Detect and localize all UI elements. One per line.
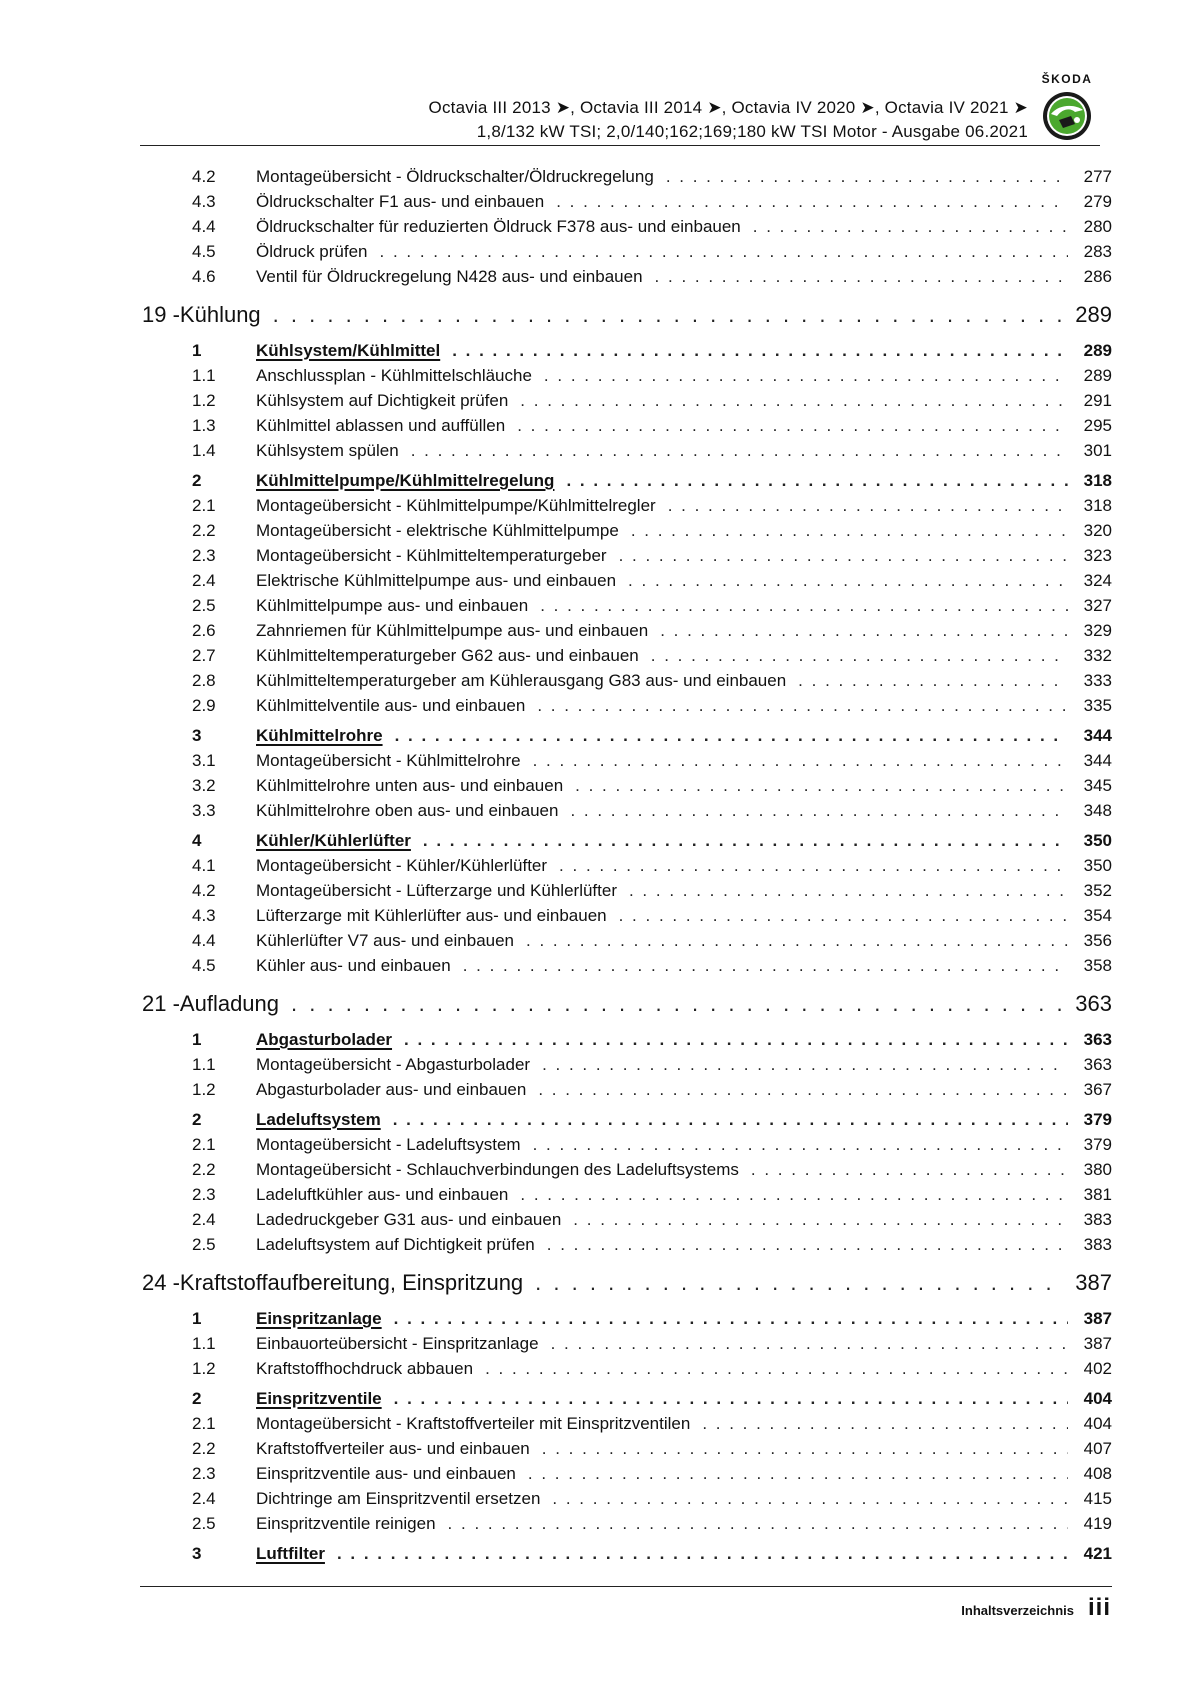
toc-section-row[interactable] [140, 1027, 1112, 1052]
toc-page-number: 352 [1083, 881, 1112, 900]
toc-number: 2.7 [192, 646, 216, 665]
toc-number: 2.3 [192, 1464, 216, 1483]
toc-page-number: 387 [1083, 1334, 1112, 1353]
toc-leader-dots [690, 1411, 1068, 1436]
toc-entry-row[interactable] [140, 1511, 1112, 1536]
toc-page-number: 407 [1083, 1439, 1112, 1458]
toc-leader-dots [521, 748, 1068, 773]
toc-number: 2.4 [192, 571, 216, 590]
toc-leader-dots [539, 1331, 1068, 1356]
toc-entry-row[interactable] [140, 1411, 1112, 1436]
toc-title: Öldruckschalter F1 aus- und einbauen [256, 192, 545, 211]
toc-leader-dots [521, 1132, 1068, 1157]
toc-number: 4.4 [192, 217, 216, 236]
toc-leader-dots [540, 1486, 1068, 1511]
toc-page-number: 291 [1083, 391, 1112, 410]
toc-page-number: 323 [1083, 546, 1112, 565]
toc-number: 2.2 [192, 521, 216, 540]
toc-title: Aufladung [179, 991, 280, 1016]
toc-page-number: 367 [1083, 1080, 1112, 1099]
toc-title: Einspritzventile reinigen [256, 1514, 436, 1533]
toc-number: 2.1 [192, 496, 216, 515]
toc-number: 4.3 [192, 192, 216, 211]
header-models: Octavia III 2013 ➤, Octavia III 2014 ➤, Octavia IV 2020 ➤, Octavia IV 2021 ➤ [428, 98, 1028, 117]
toc-leader-dots [554, 468, 1068, 493]
toc-leader-dots [558, 798, 1068, 823]
toc-number: 3.2 [192, 776, 216, 795]
toc-title: Kühlmittelpumpe aus- und einbauen [256, 596, 529, 615]
toc-title: Abgasturbolader aus- und einbauen [256, 1080, 527, 1099]
toc-page-number: 318 [1083, 471, 1112, 490]
toc-entry-row[interactable] [140, 568, 1112, 593]
toc-title: Kühlsystem auf Dichtigkeit prüfen [256, 391, 509, 410]
toc-title: Öldruckschalter für reduzierten Öldruck F378 aus- und einbauen [256, 217, 741, 236]
toc-entry-row[interactable] [140, 1232, 1112, 1257]
toc-title: Kühler/Kühlerlüfter [256, 831, 411, 850]
toc-number: 1.4 [192, 441, 216, 460]
toc-leader-dots [440, 338, 1068, 363]
toc-page-number: 380 [1083, 1160, 1112, 1179]
toc-title: Einspritzventile aus- und einbauen [256, 1464, 516, 1483]
toc-leader-dots [508, 388, 1068, 413]
toc-number: 2 [192, 471, 202, 490]
toc-leader-dots [741, 214, 1068, 239]
toc-number: 2 [192, 1389, 202, 1408]
toc-leader-dots [436, 1511, 1068, 1536]
toc-title: Kühlmittelventile aus- und einbauen [256, 696, 526, 715]
toc-leader-dots [261, 297, 1062, 333]
toc-page-number: 301 [1083, 441, 1112, 460]
toc-entry-row[interactable] [140, 928, 1112, 953]
toc-leader-dots [739, 1157, 1068, 1182]
toc-section-row[interactable] [140, 1541, 1112, 1566]
toc-leader-dots [607, 543, 1068, 568]
toc-leader-dots [505, 413, 1068, 438]
toc-title: Ladeluftsystem [256, 1110, 381, 1129]
toc-page-number: 350 [1083, 856, 1112, 875]
toc-number: 2.9 [192, 696, 216, 715]
toc-title: Kühlmittelrohre unten aus- und einbauen [256, 776, 564, 795]
toc-number: 1.3 [192, 416, 216, 435]
toc-page-number: 333 [1083, 671, 1112, 690]
toc-number: 2.5 [192, 1235, 216, 1254]
toc-number: 2.3 [192, 546, 216, 565]
toc-title: Kühlmitteltemperaturgeber am Kühlerausgang G83 aus- und einbauen [256, 671, 787, 690]
header-titles [429, 96, 1028, 144]
toc-entry-row[interactable] [140, 1077, 1112, 1102]
toc-title: Kühlsystem spülen [256, 441, 399, 460]
toc-number: 3 [192, 726, 202, 745]
toc-section-row[interactable] [140, 468, 1112, 493]
toc-leader-dots [656, 493, 1068, 518]
toc-entry-row[interactable] [140, 518, 1112, 543]
toc-title: Lüfterzarge mit Kühlerlüfter aus- und einbauen [256, 906, 607, 925]
toc-number: 1.1 [192, 1334, 216, 1353]
toc-number: 1 [192, 1309, 202, 1328]
toc-leader-dots [514, 928, 1068, 953]
toc-leader-dots [648, 618, 1068, 643]
toc-page-number: 289 [1083, 366, 1112, 385]
toc-chapter-row[interactable] [140, 986, 1112, 1022]
toc-title: Luftfilter [256, 1544, 325, 1563]
toc-leader-dots [530, 1052, 1068, 1077]
toc-section-row[interactable] [140, 1386, 1112, 1411]
toc-number: 1.2 [192, 1359, 216, 1378]
header-rule [140, 145, 1100, 146]
toc-leader-dots [617, 878, 1068, 903]
toc-leader-dots [325, 1541, 1068, 1566]
toc-leader-dots [411, 828, 1068, 853]
toc-number: 2.8 [192, 671, 216, 690]
toc-entry-row[interactable] [140, 264, 1112, 289]
toc-number: 3.3 [192, 801, 216, 820]
toc-leader-dots [528, 593, 1068, 618]
toc-title: Kraftstoffaufbereitung, Einspritzung [179, 1270, 524, 1295]
toc-entry-row[interactable] [140, 1436, 1112, 1461]
toc-leader-dots [392, 1027, 1068, 1052]
toc-number: 1 [192, 341, 202, 360]
toc-entry-row[interactable] [140, 668, 1112, 693]
toc-page-number: 350 [1083, 831, 1112, 850]
toc-leader-dots [516, 1461, 1068, 1486]
toc-title: Kühlerlüfter V7 aus- und einbauen [256, 931, 515, 950]
toc-page-number: 335 [1083, 696, 1112, 715]
toc-chapter-row[interactable] [140, 1265, 1112, 1301]
toc-number: 1 [192, 1030, 202, 1049]
toc-page-number: 379 [1083, 1110, 1112, 1129]
toc-title: Kühlmittel ablassen und auffüllen [256, 416, 506, 435]
toc-page-number: 320 [1083, 521, 1112, 540]
toc-page-number: 379 [1083, 1135, 1112, 1154]
toc-section-row[interactable] [140, 723, 1112, 748]
toc-entry-row[interactable] [140, 1486, 1112, 1511]
toc-entry-row[interactable] [140, 239, 1112, 264]
toc-entry-row[interactable] [140, 1356, 1112, 1381]
toc-chapter-number: 21 - [142, 991, 180, 1016]
toc-title: Montageübersicht - Ladeluftsystem [256, 1135, 521, 1154]
toc-page-number: 363 [1083, 1030, 1112, 1049]
toc-leader-dots [383, 723, 1068, 748]
toc-entry-row[interactable] [140, 1331, 1112, 1356]
toc-number: 2.1 [192, 1135, 216, 1154]
toc-title: Montageübersicht - Kühler/Kühlerlüfter [256, 856, 548, 875]
toc-leader-dots [382, 1306, 1068, 1331]
toc-entry-row[interactable] [140, 643, 1112, 668]
toc-page-number: 289 [1083, 341, 1112, 360]
toc-page-number: 344 [1083, 726, 1112, 745]
toc-entry-row[interactable] [140, 543, 1112, 568]
toc-section-row[interactable] [140, 828, 1112, 853]
toc-page-number: 344 [1083, 751, 1112, 770]
toc-number: 1.2 [192, 391, 216, 410]
toc-title: Dichtringe am Einspritzventil ersetzen [256, 1489, 541, 1508]
toc-title: Montageübersicht - Kühlmitteltemperaturgeber [256, 546, 607, 565]
toc-leader-dots [399, 438, 1068, 463]
toc-page-number: 289 [1075, 302, 1112, 327]
toc-entry-row[interactable] [140, 1207, 1112, 1232]
footer-section-label: Inhaltsverzeichnis [961, 1603, 1074, 1618]
toc-title: Montageübersicht - Lüfterzarge und Kühlerlüfter [256, 881, 617, 900]
toc-page-number: 383 [1083, 1235, 1112, 1254]
toc-page-number: 345 [1083, 776, 1112, 795]
toc-leader-dots [381, 1107, 1068, 1132]
toc-number: 1.1 [192, 366, 216, 385]
toc-number: 4.4 [192, 931, 216, 950]
toc-number: 3 [192, 1544, 202, 1563]
toc-title: Anschlussplan - Kühlmittelschläuche [256, 366, 532, 385]
toc-page-number: 332 [1083, 646, 1112, 665]
toc-leader-dots [544, 189, 1068, 214]
page-header [140, 60, 1100, 144]
toc-leader-dots [643, 264, 1068, 289]
toc-title: Einspritzanlage [256, 1309, 382, 1328]
toc-leader-dots [279, 986, 1062, 1022]
toc-entry-row[interactable] [140, 1132, 1112, 1157]
toc-page-number: 381 [1083, 1185, 1112, 1204]
toc-entry-row[interactable] [140, 493, 1112, 518]
toc-title: Montageübersicht - Kühlmittelrohre [256, 751, 521, 770]
toc-page-number: 419 [1083, 1514, 1112, 1533]
toc-leader-dots [530, 1436, 1068, 1461]
toc-title: Elektrische Kühlmittelpumpe aus- und einbauen [256, 571, 617, 590]
toc-leader-dots [532, 363, 1068, 388]
toc-title: Einbauorteübersicht - Einspritzanlage [256, 1334, 539, 1353]
table-of-contents [140, 164, 1112, 1566]
toc-page-number: 387 [1075, 1270, 1112, 1295]
skoda-logo [1034, 72, 1100, 142]
toc-title: Kühlmitteltemperaturgeber G62 aus- und einbauen [256, 646, 639, 665]
toc-chapter-number: 19 - [142, 302, 180, 327]
toc-leader-dots [547, 853, 1068, 878]
toc-title: Zahnriemen für Kühlmittelpumpe aus- und einbauen [256, 621, 649, 640]
toc-page-number: 324 [1083, 571, 1112, 590]
toc-page-number: 408 [1083, 1464, 1112, 1483]
toc-page-number: 286 [1083, 267, 1112, 286]
toc-page-number: 421 [1083, 1544, 1112, 1563]
toc-page-number: 354 [1083, 906, 1112, 925]
toc-number: 4.2 [192, 167, 216, 186]
toc-number: 1.1 [192, 1055, 216, 1074]
toc-title: Kühler aus- und einbauen [256, 956, 451, 975]
toc-leader-dots [382, 1386, 1068, 1411]
toc-number: 2.3 [192, 1185, 216, 1204]
toc-number: 2.2 [192, 1439, 216, 1458]
page-footer [961, 1594, 1111, 1622]
toc-title: Kühlmittelrohre oben aus- und einbauen [256, 801, 559, 820]
toc-title: Kühlsystem/Kühlmittel [256, 341, 441, 360]
toc-entry-row[interactable] [140, 773, 1112, 798]
toc-number: 4.6 [192, 267, 216, 286]
toc-number: 1.2 [192, 1080, 216, 1099]
toc-leader-dots [525, 693, 1068, 718]
toc-page-number: 383 [1083, 1210, 1112, 1229]
toc-page-number: 363 [1083, 1055, 1112, 1074]
toc-page-number: 358 [1083, 956, 1112, 975]
skoda-wordmark: ŠKODA [1041, 72, 1093, 86]
toc-number: 4.5 [192, 242, 216, 261]
toc-leader-dots [535, 1232, 1068, 1257]
toc-page-number: 404 [1083, 1389, 1112, 1408]
toc-page-number: 277 [1083, 167, 1112, 186]
toc-page-number: 295 [1083, 416, 1112, 435]
toc-page-number: 280 [1083, 217, 1112, 236]
toc-title: Montageübersicht - Schlauchverbindungen des Ladeluftsystems [256, 1160, 739, 1179]
toc-entry-row[interactable] [140, 748, 1112, 773]
toc-leader-dots [451, 953, 1068, 978]
toc-entry-row[interactable] [140, 798, 1112, 823]
skoda-emblem-icon [1041, 90, 1093, 142]
toc-title: Kühlmittelpumpe/Kühlmittelregelung [256, 471, 555, 490]
toc-title: Einspritzventile [256, 1389, 382, 1408]
toc-entry-row[interactable] [140, 878, 1112, 903]
toc-title: Abgasturbolader [256, 1030, 393, 1049]
toc-title: Montageübersicht - Öldruckschalter/Öldruckregelung [256, 167, 654, 186]
toc-number: 4.5 [192, 956, 216, 975]
toc-page-number: 348 [1083, 801, 1112, 820]
toc-title: Kühlung [179, 302, 261, 327]
toc-entry-row[interactable] [140, 853, 1112, 878]
toc-entry-row[interactable] [140, 903, 1112, 928]
toc-number: 2.1 [192, 1414, 216, 1433]
toc-section-row[interactable] [140, 338, 1112, 363]
toc-number: 4.1 [192, 856, 216, 875]
toc-entry-row[interactable] [140, 618, 1112, 643]
toc-number: 2.4 [192, 1489, 216, 1508]
toc-entry-row[interactable] [140, 1157, 1112, 1182]
toc-page-number: 356 [1083, 931, 1112, 950]
toc-leader-dots [508, 1182, 1068, 1207]
toc-entry-row[interactable] [140, 1182, 1112, 1207]
toc-page-number: 283 [1083, 242, 1112, 261]
toc-chapter-number: 24 - [142, 1270, 180, 1295]
toc-number: 4.2 [192, 881, 216, 900]
toc-page-number: 415 [1083, 1489, 1112, 1508]
toc-leader-dots [473, 1356, 1068, 1381]
toc-page-number: 318 [1083, 496, 1112, 515]
toc-entry-row[interactable] [140, 1052, 1112, 1077]
toc-entry-row[interactable] [140, 388, 1112, 413]
toc-number: 2.6 [192, 621, 216, 640]
toc-page-number: 402 [1083, 1359, 1112, 1378]
toc-page-number: 387 [1083, 1309, 1112, 1328]
toc-title: Ladeluftkühler aus- und einbauen [256, 1185, 509, 1204]
toc-page-number: 279 [1083, 192, 1112, 211]
toc-title: Öldruck prüfen [256, 242, 368, 261]
toc-entry-row[interactable] [140, 413, 1112, 438]
toc-title: Ladeluftsystem auf Dichtigkeit prüfen [256, 1235, 535, 1254]
toc-title: Montageübersicht - elektrische Kühlmittelpumpe [256, 521, 619, 540]
toc-leader-dots [523, 1265, 1062, 1301]
toc-number: 2 [192, 1110, 202, 1129]
toc-title: Montageübersicht - Kühlmittelpumpe/Kühlmittelregler [256, 496, 656, 515]
toc-title: Montageübersicht - Kraftstoffverteiler mit Einspritzventilen [256, 1414, 691, 1433]
toc-page-number: 329 [1083, 621, 1112, 640]
header-engine-edition: 1,8/132 kW TSI; 2,0/140;162;169;180 kW TSI Motor - Ausgabe 06.2021 [476, 122, 1028, 141]
toc-leader-dots [526, 1077, 1068, 1102]
footer-rule [140, 1586, 1112, 1587]
toc-leader-dots [654, 164, 1068, 189]
toc-number: 2.5 [192, 1514, 216, 1533]
toc-leader-dots [563, 773, 1068, 798]
toc-number: 2.4 [192, 1210, 216, 1229]
toc-entry-row[interactable] [140, 953, 1112, 978]
toc-title: Montageübersicht - Abgasturbolader [256, 1055, 531, 1074]
toc-entry-row[interactable] [140, 693, 1112, 718]
toc-entry-row[interactable] [140, 438, 1112, 463]
toc-page-number: 404 [1083, 1414, 1112, 1433]
toc-entry-row[interactable] [140, 164, 1112, 189]
toc-entry-row[interactable] [140, 189, 1112, 214]
toc-leader-dots [619, 518, 1068, 543]
toc-entry-row[interactable] [140, 363, 1112, 388]
toc-leader-dots [561, 1207, 1068, 1232]
toc-number: 2.5 [192, 596, 216, 615]
toc-title: Kraftstoffverteiler aus- und einbauen [256, 1439, 530, 1458]
toc-leader-dots [616, 568, 1068, 593]
toc-entry-row[interactable] [140, 214, 1112, 239]
toc-number: 4 [192, 831, 202, 850]
toc-number: 2.2 [192, 1160, 216, 1179]
toc-section-row[interactable] [140, 1306, 1112, 1331]
footer-page-number: iii [1087, 1594, 1111, 1621]
toc-entry-row[interactable] [140, 593, 1112, 618]
toc-leader-dots [607, 903, 1068, 928]
toc-leader-dots [639, 643, 1068, 668]
toc-section-row[interactable] [140, 1107, 1112, 1132]
toc-leader-dots [368, 239, 1069, 264]
toc-title: Kühlmittelrohre [256, 726, 383, 745]
toc-title: Ladedruckgeber G31 aus- und einbauen [256, 1210, 562, 1229]
toc-number: 4.3 [192, 906, 216, 925]
toc-entry-row[interactable] [140, 1461, 1112, 1486]
toc-page-number: 363 [1075, 991, 1112, 1016]
toc-number: 3.1 [192, 751, 216, 770]
toc-chapter-row[interactable] [140, 297, 1112, 333]
toc-leader-dots [786, 668, 1068, 693]
toc-page-number: 327 [1083, 596, 1112, 615]
toc-title: Ventil für Öldruckregelung N428 aus- und einbauen [256, 267, 643, 286]
toc-title: Kraftstoffhochdruck abbauen [256, 1359, 474, 1378]
